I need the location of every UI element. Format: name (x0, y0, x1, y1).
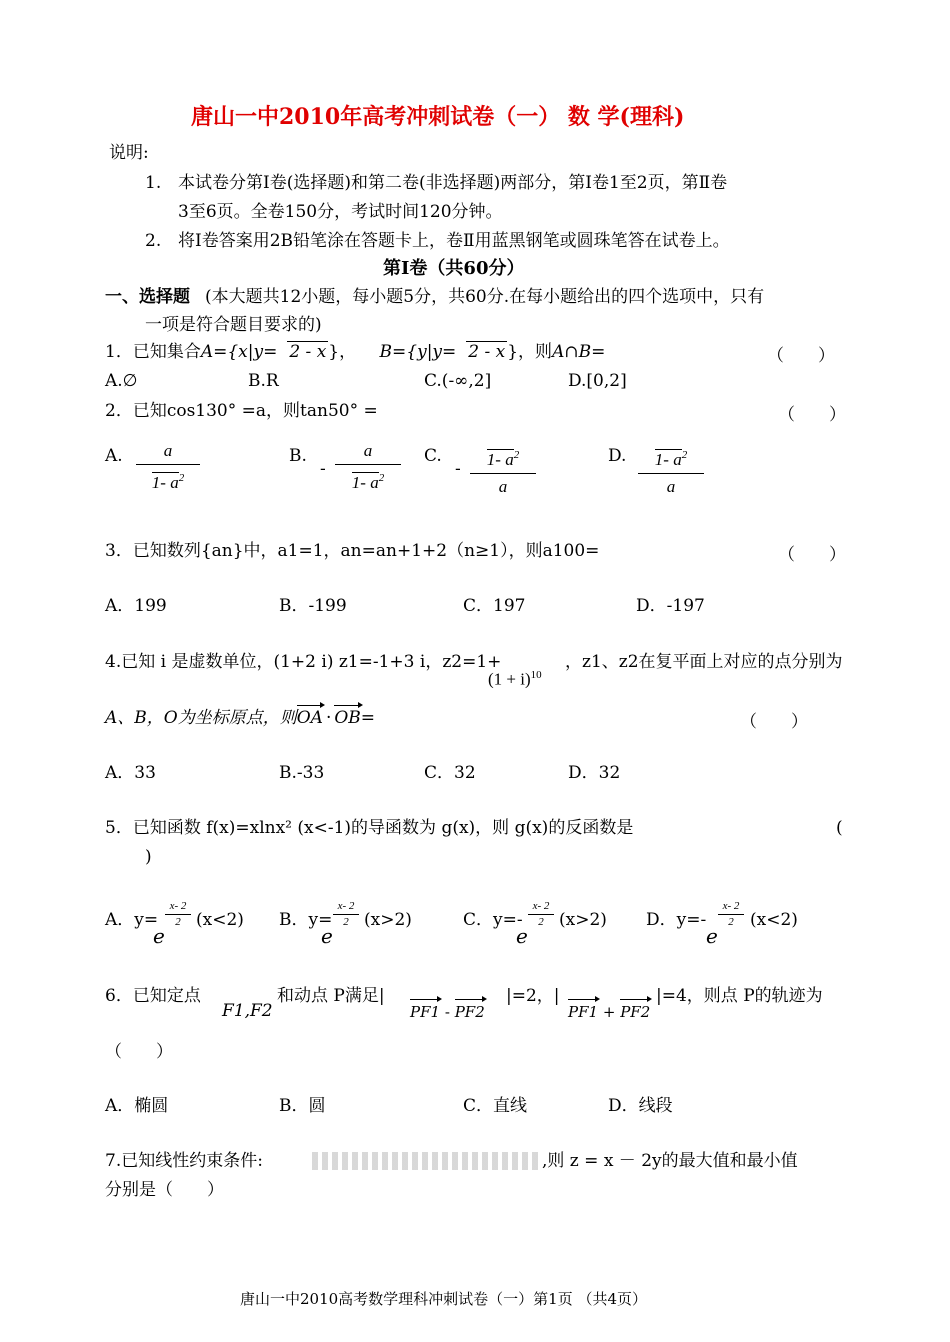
q3-option-b: B．-199 (279, 596, 347, 616)
q4-denominator: $(1 + i)^{10}$ (488, 669, 542, 689)
q2-option-d-label: D. (608, 446, 627, 466)
note-1-text-cont: 3至6页。全卷150分，考试时间120分钟。 (178, 202, 503, 222)
q2-option-a-fraction: a 1- $a^2$ (136, 440, 200, 494)
q5-option-b-exponent: x- 2 2 (333, 900, 359, 929)
q5-option-d: D．y=- (646, 910, 707, 930)
q2-option-b-label: B. (289, 446, 307, 466)
q5-option-c: C．y=- (463, 910, 523, 930)
q6-sum-vector: PF1 + PF2 (568, 1003, 651, 1021)
q5-option-a-exponent: x- 2 2 (165, 900, 191, 929)
note-2-number: 2. (145, 231, 162, 251)
q5-option-c-cond: (x>2) (559, 910, 607, 930)
q5-option-d-cond: (x<2) (750, 910, 798, 930)
q5-option-b-base: e (321, 924, 333, 948)
q1-option-d: D.[0,2] (568, 371, 627, 391)
q4-option-b: B.-33 (279, 763, 325, 783)
q6-condition-1: |=2，| (506, 986, 560, 1006)
section-label: 一、选择题 (105, 287, 190, 307)
q6-option-d: D．线段 (608, 1096, 673, 1116)
q6-diff-vector: PF1 - PF2 (410, 1003, 485, 1021)
note-1-number: 1. (145, 173, 162, 193)
q5-option-c-exponent: x- 2 2 (528, 900, 554, 929)
q5-paren-open: ( (836, 818, 843, 838)
q4-option-d: D．32 (568, 763, 621, 783)
q2-option-b-sign: - (320, 459, 326, 479)
q6-option-a: A．椭圆 (105, 1096, 169, 1116)
q3-answer-bracket: （ ） (778, 545, 846, 565)
q2-answer-bracket: （ ） (778, 405, 846, 425)
q6-answer-bracket: （ ） (105, 1042, 173, 1062)
q4-answer-bracket: （ ） (740, 712, 808, 732)
q5-option-d-exponent: x- 2 2 (718, 900, 744, 929)
q1-answer-bracket: （ ） (767, 346, 835, 366)
q5-option-b: B．y= (279, 910, 333, 930)
q2-option-d-fraction: 1- $a^2$ a (638, 444, 704, 498)
q3-option-d: D．-197 (636, 596, 705, 616)
q6-option-c: C．直线 (463, 1096, 528, 1116)
q6-condition-2: |=4，则点 P的轨迹为 (656, 986, 823, 1006)
q5-option-d-base: e (706, 924, 718, 948)
q7-constraint-image (312, 1152, 540, 1170)
q7-line2: 分别是（ ） (105, 1180, 224, 1200)
q6-stem: 6．已知定点 (105, 986, 201, 1006)
q4-option-c: C．32 (424, 763, 476, 783)
q1-option-b: B.R (248, 371, 279, 391)
q2-option-c-sign: - (455, 459, 461, 479)
q2-option-c-fraction: 1- $a^2$ a (470, 444, 536, 498)
q5-paren-close: ) (145, 847, 152, 867)
q5-option-b-cond: (x>2) (364, 910, 412, 930)
q6-stem-cont: 和动点 P满足| (277, 986, 385, 1006)
page-footer: 唐山一中2010高考数学理科冲刺试卷（一）第1页 （共4页） (240, 1290, 648, 1308)
section-description: (本大题共12小题，每小题5分，共60分.在每小题给出的四个选项中，只有 (205, 287, 765, 307)
q1-option-c: C.(-∞,2] (424, 371, 492, 391)
q1-option-a: A.∅ (105, 371, 138, 391)
section-description-cont: 一项是符合题目要求的) (145, 315, 322, 335)
notes-label: 说明: (109, 143, 149, 163)
q3-option-a: A．199 (105, 596, 167, 616)
q5-option-a-cond: (x<2) (196, 910, 244, 930)
q4-stem: 4.已知 i 是虚数单位，(1+2 i) z1=-1+3 i，z2=1+ (105, 652, 502, 672)
q3-stem: 3．已知数列{an}中，a1=1，an=an+1+2（n≥1），则a100= (105, 541, 600, 561)
q4-option-a: A．33 (105, 763, 156, 783)
q4-stem-cont: ，z1、z2在复平面上对应的点分别为 (565, 652, 843, 672)
q5-option-a-base: e (153, 924, 165, 948)
q1-stem: 1．已知集合A={x|y= 2 - x }， B={y|y= 2 - x }，则A∩B= (105, 342, 606, 362)
q6-option-b: B．圆 (279, 1096, 326, 1116)
q6-foci: F1,F2 (222, 1001, 273, 1021)
q2-stem: 2．已知cos130° =a，则tan50° = (105, 401, 378, 421)
q5-option-a: A．y= (105, 910, 159, 930)
q2-option-c-label: C. (424, 446, 442, 466)
q5-option-c-base: e (516, 924, 528, 948)
part-1-heading: 第Ⅰ卷（共60分） (383, 258, 525, 279)
q5-stem: 5．已知函数 f(x)=xlnx² (x<-1)的导函数为 g(x)，则 g(x)的反函数是 (105, 818, 634, 838)
q7-stem-cont: ,则 z = x － 2y的最大值和最小值 (542, 1151, 798, 1171)
page-title: 唐山一中2010年高考冲刺试卷（一） 数 学(理科) (191, 104, 685, 130)
q4-line2: A、B，O为坐标原点，则OA · OB= (105, 708, 376, 728)
note-1-text: 本试卷分第Ⅰ卷(选择题)和第二卷(非选择题)两部分，第Ⅰ卷1至2页，第Ⅱ卷 (178, 173, 728, 193)
note-2-text: 将Ⅰ卷答案用2B铅笔涂在答题卡上，卷Ⅱ用蓝黑钢笔或圆珠笔答在试卷上。 (178, 231, 730, 251)
q2-option-b-fraction: a 1- $a^2$ (335, 440, 401, 494)
q2-option-a-label: A. (105, 446, 123, 466)
q3-option-c: C．197 (463, 596, 526, 616)
q7-stem: 7.已知线性约束条件: (105, 1151, 263, 1171)
